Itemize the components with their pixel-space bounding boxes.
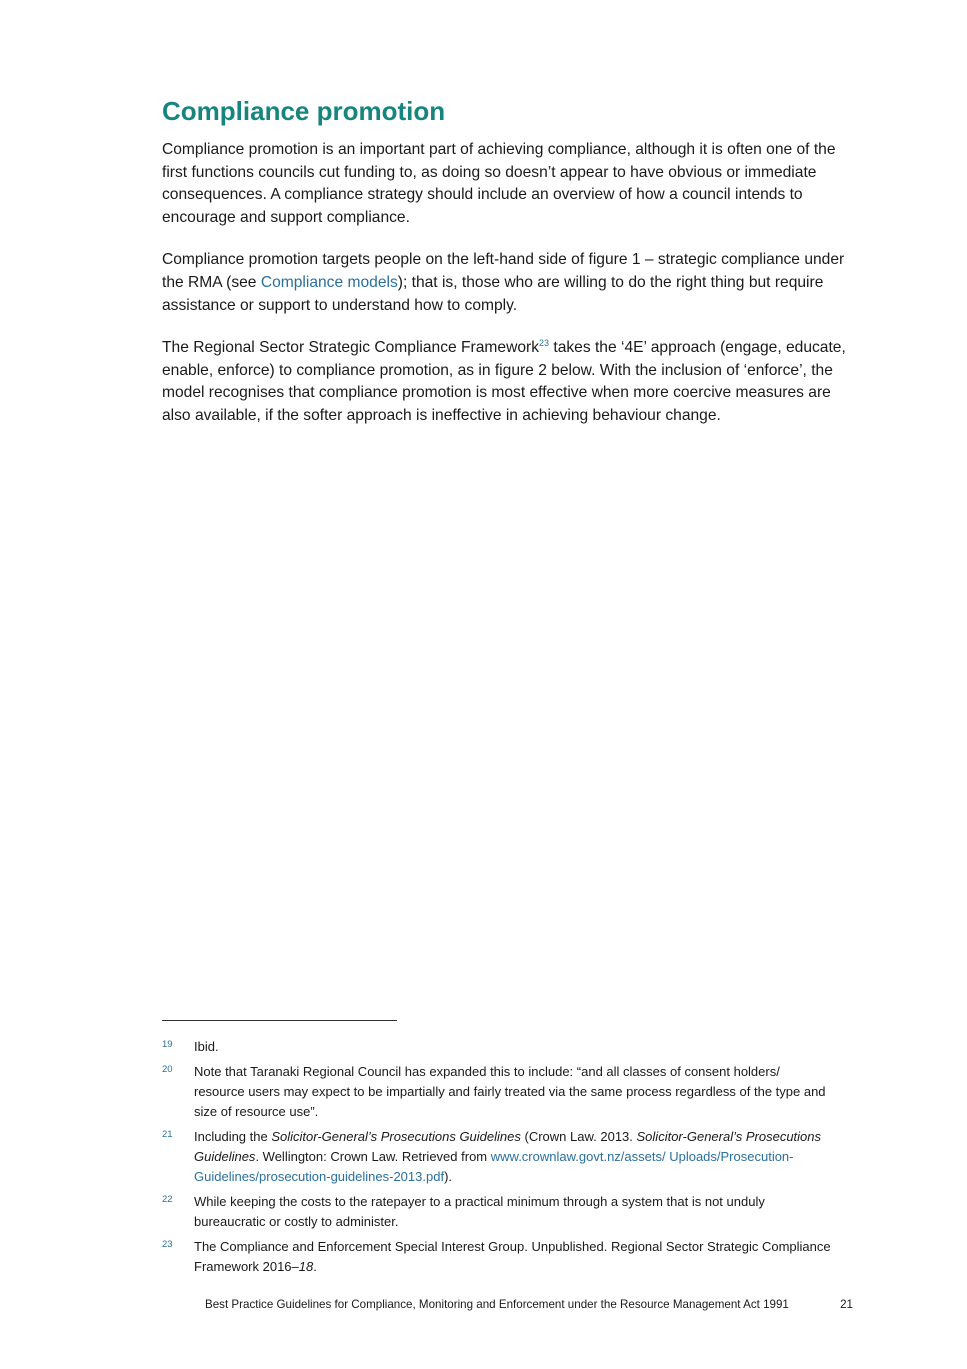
page-footer bbox=[205, 1297, 853, 1313]
compliance-models-link[interactable]: Compliance models bbox=[260, 273, 398, 291]
footnote-20 bbox=[162, 1062, 832, 1122]
footnote-22 bbox=[162, 1192, 832, 1232]
crownlaw-url-link[interactable]: www.crownlaw.govt.nz/assets/ Uploads/Prosecution-Guidelines/prosecution-guidelines-2013.pdf bbox=[194, 1149, 794, 1184]
footnote-divider bbox=[162, 1020, 397, 1021]
paragraph-2-text-b: ); that is, those who are willing to do the right thing but require assistance or support to understand how to comply. bbox=[162, 273, 824, 314]
footnote-ref-23[interactable]: 23 bbox=[539, 337, 550, 348]
footnote-number: 19 bbox=[162, 1039, 173, 1050]
page-number: 21 bbox=[840, 1298, 853, 1311]
footnote-number: 23 bbox=[162, 1239, 173, 1250]
footnotes bbox=[162, 1037, 832, 1282]
paragraph-2 bbox=[162, 249, 862, 317]
footnote-text: While keeping the costs to the ratepayer to a practical minimum through a system that is not unduly bureaucratic or costly to administer. bbox=[194, 1194, 765, 1229]
footnote-text-part: ). bbox=[444, 1169, 453, 1184]
footnote-text bbox=[194, 1127, 832, 1187]
paragraph-2-text-a: Compliance promotion targets people on the left-hand side of figure 1 – strategic compliance under the RMA (see bbox=[162, 251, 845, 291]
footnote-number: 20 bbox=[162, 1064, 173, 1075]
footer-title: Best Practice Guidelines for Compliance, Monitoring and Enforcement under the Resource Management Act 1991 bbox=[205, 1298, 789, 1311]
paragraph-3-text-b: takes the ‘4E’ approach (engage, educate, enable, enforce) to compliance promotion, as in figure 2 below. With the inclusion of ‘enforce’, the model recognises that compliance promotion is most effective when more coercive measures are also available, if the softer approach is ineffective in achieving behaviour change. bbox=[162, 339, 846, 424]
footnote-italic-year: 18 bbox=[298, 1259, 314, 1274]
footnote-italic-title: Solicitor-General’s Prosecutions Guidelines bbox=[194, 1129, 822, 1164]
footnote-number: 22 bbox=[162, 1194, 173, 1205]
footnote-number: 21 bbox=[162, 1129, 173, 1140]
footnote-text-part: . bbox=[313, 1259, 317, 1274]
paragraph-3 bbox=[162, 337, 862, 427]
footnote-text-part: (Crown Law. 2013. bbox=[520, 1129, 637, 1144]
paragraph-3-text-a: The Regional Sector Strategic Compliance Framework bbox=[162, 339, 540, 357]
footnote-italic-title: Solicitor-General’s Prosecutions Guidelines bbox=[271, 1129, 521, 1144]
footnote-text: Note that Taranaki Regional Council has expanded this to include: “and all classes of consent holders/ resource users may expect to be impartially and fairly treated via the same process regardless of the type and size of resource use”. bbox=[194, 1064, 826, 1119]
footnote-text: Ibid. bbox=[194, 1039, 219, 1054]
footnote-text-part: The Compliance and Enforcement Special Interest Group. Unpublished. Regional Sector Strategic Compliance Framework 2016– bbox=[194, 1239, 831, 1274]
body-text bbox=[162, 139, 862, 448]
paragraph-1: Compliance promotion is an important part of achieving compliance, although it is often one of the first functions councils cut funding to, as doing so doesn’t appear to have obvious or immediate consequences. A compliance strategy should include an overview of how a council intends to encourage and support compliance. bbox=[162, 141, 836, 226]
footnote-text-part: Including the bbox=[194, 1129, 272, 1144]
footnote-text-part: . Wellington: Crown Law. Retrieved from bbox=[255, 1149, 491, 1164]
footnote-text bbox=[194, 1237, 832, 1277]
footnote-19 bbox=[162, 1037, 832, 1057]
footnote-23 bbox=[162, 1237, 832, 1277]
footnote-21 bbox=[162, 1127, 832, 1187]
section-heading: Compliance promotion bbox=[162, 96, 446, 126]
